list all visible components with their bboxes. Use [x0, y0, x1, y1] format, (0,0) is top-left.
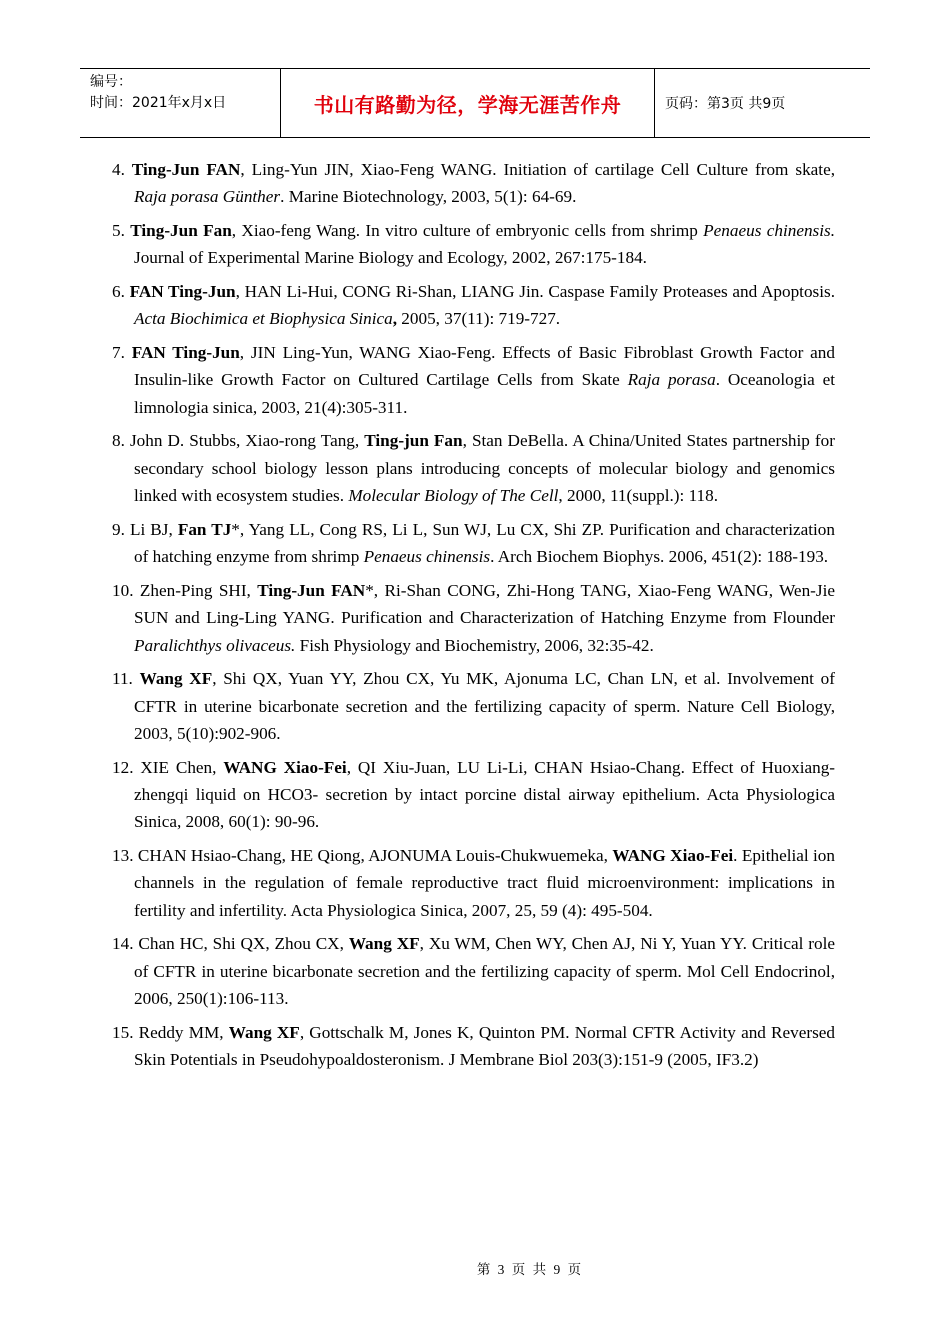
reference-text: , Stan DeBella. A China/United States partnership for secondary school biology lesson plans introducing concepts of molecular biology and genomics linked with ecosystem studies. — [134, 431, 835, 506]
reference-item — [112, 217, 835, 272]
reference-item — [112, 156, 835, 211]
page-header — [80, 68, 870, 138]
reference-item — [112, 1019, 835, 1074]
reference-item — [112, 427, 835, 509]
reference-author-highlight: FAN Ting-Jun — [131, 343, 240, 362]
reference-text: . Marine Biotechnology, 2003, 5(1): 64-69. — [280, 187, 577, 207]
reference-italic-text: Acta Biochimica et Biophysica Sinica — [134, 309, 393, 329]
page-footer — [0, 1258, 950, 1278]
reference-text: 5. — [112, 221, 131, 240]
reference-text: 2005, 37(11): 719-727. — [397, 309, 561, 329]
reference-text: 6. — [112, 282, 130, 301]
reference-author-highlight: , — [392, 309, 397, 329]
reference-text: . Epithelial ion channels in the regulation of female reproductive tract fluid microenvironment: implications in fertility and infertility. Acta Physiologica Sinica, 2007, 25, 59 (4): 495-504. — [134, 846, 835, 920]
reference-text: , Gottschalk M, Jones K, Quinton PM. Normal CFTR Activity and Reversed Skin Potentials in Pseudohypoaldosteronism. J Membrane Biol 203(3):151-9 (2005, IF3.2) — [134, 1022, 835, 1070]
reference-author-highlight: WANG Xiao-Fei — [612, 846, 734, 866]
reference-author-highlight: Ting-Jun FAN — [257, 580, 366, 600]
reference-item — [112, 278, 835, 333]
reference-text: , Ling-Yun JIN, Xiao-Feng WANG. Initiation of cartilage Cell Culture from skate, — [240, 160, 835, 179]
reference-text: . Oceanologia et limnologia sinica, 2003, 21(4):305-311. — [134, 370, 835, 417]
reference-text: 12. XIE Chen, — [112, 757, 224, 777]
reference-item — [112, 754, 835, 836]
header-meta — [80, 69, 281, 137]
reference-item — [112, 842, 835, 924]
header-motto-cell — [281, 69, 655, 137]
reference-item — [112, 339, 835, 421]
reference-text: *, Yang LL, Cong RS, Li L, Sun WJ, Lu CX, Shi ZP. Purification and characterization of hatching enzyme from shrimp — [134, 519, 835, 567]
reference-item — [112, 577, 835, 659]
reference-italic-text: Raja porasa — [627, 370, 716, 390]
reference-text: , 2000, 11(suppl.): 118. — [558, 486, 719, 506]
reference-italic-text: Molecular Biology of The Cell — [348, 486, 559, 506]
reference-text: 11. — [112, 669, 140, 689]
reference-italic-text: Paralichthys olivaceus. — [134, 635, 296, 655]
reference-text: 7. — [112, 343, 132, 362]
reference-author-highlight: Fan TJ — [177, 519, 232, 539]
reference-author-highlight: Ting-jun Fan — [364, 431, 463, 451]
reference-text: Fish Physiology and Biochemistry, 2006, 32:35-42. — [295, 635, 654, 655]
reference-italic-text: Penaeus chinensis — [363, 547, 491, 567]
reference-text: . Arch Biochem Biophys. 2006, 451(2): 188-193. — [490, 547, 829, 567]
footer-page-number: 第 3 页 共 9 页 — [476, 1262, 584, 1277]
reference-italic-text: Raja porasa Günther — [134, 187, 281, 207]
reference-author-highlight: Wang XF — [348, 934, 420, 954]
reference-text: 4. — [112, 160, 132, 179]
reference-text: , Xiao-feng Wang. In vitro culture of embryonic cells from shrimp — [231, 221, 704, 240]
reference-text: 15. Reddy MM, — [112, 1022, 229, 1042]
reference-item — [112, 930, 835, 1012]
reference-author-highlight: Ting-Jun FAN — [131, 160, 241, 179]
reference-author-highlight: FAN Ting-Jun — [129, 282, 236, 301]
reference-text: , QI Xiu-Juan, LU Li-Li, CHAN Hsiao-Chang. Effect of Huoxiang-zhengqi liquid on HCO3- secretion by intact porcine distal airway epithelium. Acta Physiologica Sinica, 2008, 60(1): 90-96. — [134, 757, 836, 832]
reference-author-highlight: Wang XF — [139, 669, 213, 689]
reference-author-highlight: Ting-Jun Fan — [130, 221, 232, 240]
reference-text: , Xu WM, Chen WY, Chen AJ, Ni Y, Yuan YY. Critical role of CFTR in uterine bicarbonate secretion and the fertilizing capacity of sperm. Mol Cell Endocrinol, 2006, 250(1):106-113. — [134, 934, 835, 1009]
reference-text: , JIN Ling-Yun, WANG Xiao-Feng. Effects of Basic Fibroblast Growth Factor and Insulin-like Growth Factor on Cultured Cartilage Cells from Skate — [134, 343, 835, 390]
reference-item — [112, 516, 835, 571]
reference-text: , Shi QX, Yuan YY, Zhou CX, Yu MK, Ajonuma LC, Chan LN, et al. Involvement of CFTR in uterine bicarbonate secretion and the fertilizing capacity of sperm. Nature Cell Biology, 2003, 5(10):902-906. — [134, 669, 835, 744]
reference-text: 9. Li BJ, — [112, 519, 178, 539]
document-number-label: 编号： — [90, 74, 132, 90]
reference-text: *, Ri-Shan CONG, Zhi-Hong TANG, Xiao-Feng WANG, Wen-Jie SUN and Ling-Ling YANG. Purification and Characterization of Hatching Enzyme from Flounder — [134, 580, 835, 628]
reference-text: , HAN Li-Hui, CONG Ri-Shan, LIANG Jin. Caspase Family Proteases and Apoptosis. — [235, 282, 835, 301]
reference-text: 14. Chan HC, Shi QX, Zhou CX, — [112, 934, 349, 954]
reference-author-highlight: WANG Xiao-Fei — [223, 757, 347, 777]
reference-text: 10. Zhen-Ping SHI, — [112, 580, 258, 600]
reference-author-highlight: Wang XF — [228, 1022, 300, 1042]
reference-text: 13. CHAN Hsiao-Chang, HE Qiong, AJONUMA Louis-Chukwuemeka, — [112, 846, 613, 866]
reference-text: Journal of Experimental Marine Biology and Ecology, 2002, 267:175-184. — [134, 248, 647, 268]
reference-list — [112, 156, 835, 1080]
reference-text: 8. John D. Stubbs, Xiao-rong Tang, — [112, 431, 365, 451]
header-page-info: 页码：第3页 共9页 — [665, 96, 786, 112]
reference-item — [112, 665, 835, 747]
reference-italic-text: Penaeus chinensis. — [703, 221, 835, 240]
header-motto: 书山有路勤为径，学海无涯苦作舟 — [313, 92, 622, 117]
document-date-label: 时间：2021年x月x日 — [90, 95, 227, 111]
